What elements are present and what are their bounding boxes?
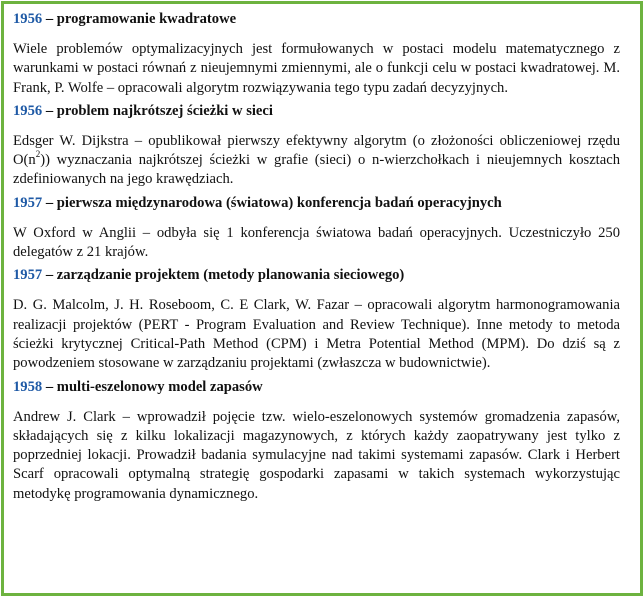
entry-body [13,132,620,190]
entry-title: – programowanie kwadratowe [42,11,237,27]
entry-year: 1956 [13,102,43,119]
document-frame [1,1,643,596]
entry-heading-3 [13,193,620,213]
entry-heading-2 [13,101,620,121]
entry-heading-5 [13,377,620,397]
entry-body: D. G. Malcolm, J. H. Roseboom, C. E Clark, W. Fazar – opracowali algorytm harmonogramowania realizacji projektów (PERT - Program Evaluation and Review Technique). Inne metody to metoda ścieżki krytycznej Critical-Path Method (CPM) i Metra Potential Method (MPM). Do dziś są z powodzeniem stosowane w zarządzaniu projektami (zwłaszcza w budownictwie). [13,297,620,372]
entry-title: – multi-eszelonowy model zapasów [42,378,263,395]
entry-body-text: )) wyznaczania najkrótszej ścieżki w grafie (sieci) o n-wierzchołkach i nieujemnych kosztach zdefiniowanych na jego krawędziach. [13,152,620,188]
entry-year: 1957 [13,267,43,284]
entry-title: – zarządzanie projektem (metody planowania sieciowego) [42,267,405,284]
entry-body: Wiele problemów optymalizacyjnych jest formułowanych w postaci modelu matematycznego z warunkami w postaci równań z nieujemnymi zmiennymi, ale o funkcji celu w postaci kwadratowej. M. Frank, P. Wolfe – opracowali algorytm rozwiązywania tego typu zadań decyzyjnych. [13,41,620,96]
entry-title: – pierwsza międzynarodowa (światowa) konferencja badań operacyjnych [42,194,502,211]
entry-title: – problem najkrótszej ścieżki w sieci [42,102,273,119]
entry-year: 1957 [13,194,43,211]
entry-year: 1958 [13,378,43,395]
entry-body: W Oxford w Anglii – odbyła się 1 konferencja światowa badań operacyjnych. Uczestniczyło 250 delegatów z 21 krajów. [13,224,620,261]
entry-year: 1956 [13,11,43,27]
entry-heading-4 [13,265,620,285]
superscript: 2 [35,149,41,160]
entry-heading-1 [13,9,620,29]
entry-body-text: Edsger W. Dijkstra – opublikował pierwszy efektywny algorytm (o złożoności obliczeniowej rzędu O(n [13,132,620,169]
document-content [13,9,620,507]
entry-body: Andrew J. Clark – wprowadził pojęcie tzw. wielo-eszelonowych systemów gromadzenia zapasów, składających się z kilku lokalizacji magazynowych, z których każdy zaopatrywany jest tylko z poprzedniej lokacji. Prowadził badania symulacyjne nad takimi systemami zapasów. Clark i Herbert Scarf opracowali optymalną strategię gospodarki zapasami w takich systemach wykorzystując metodykę programowania dynamicznego. [13,408,620,502]
